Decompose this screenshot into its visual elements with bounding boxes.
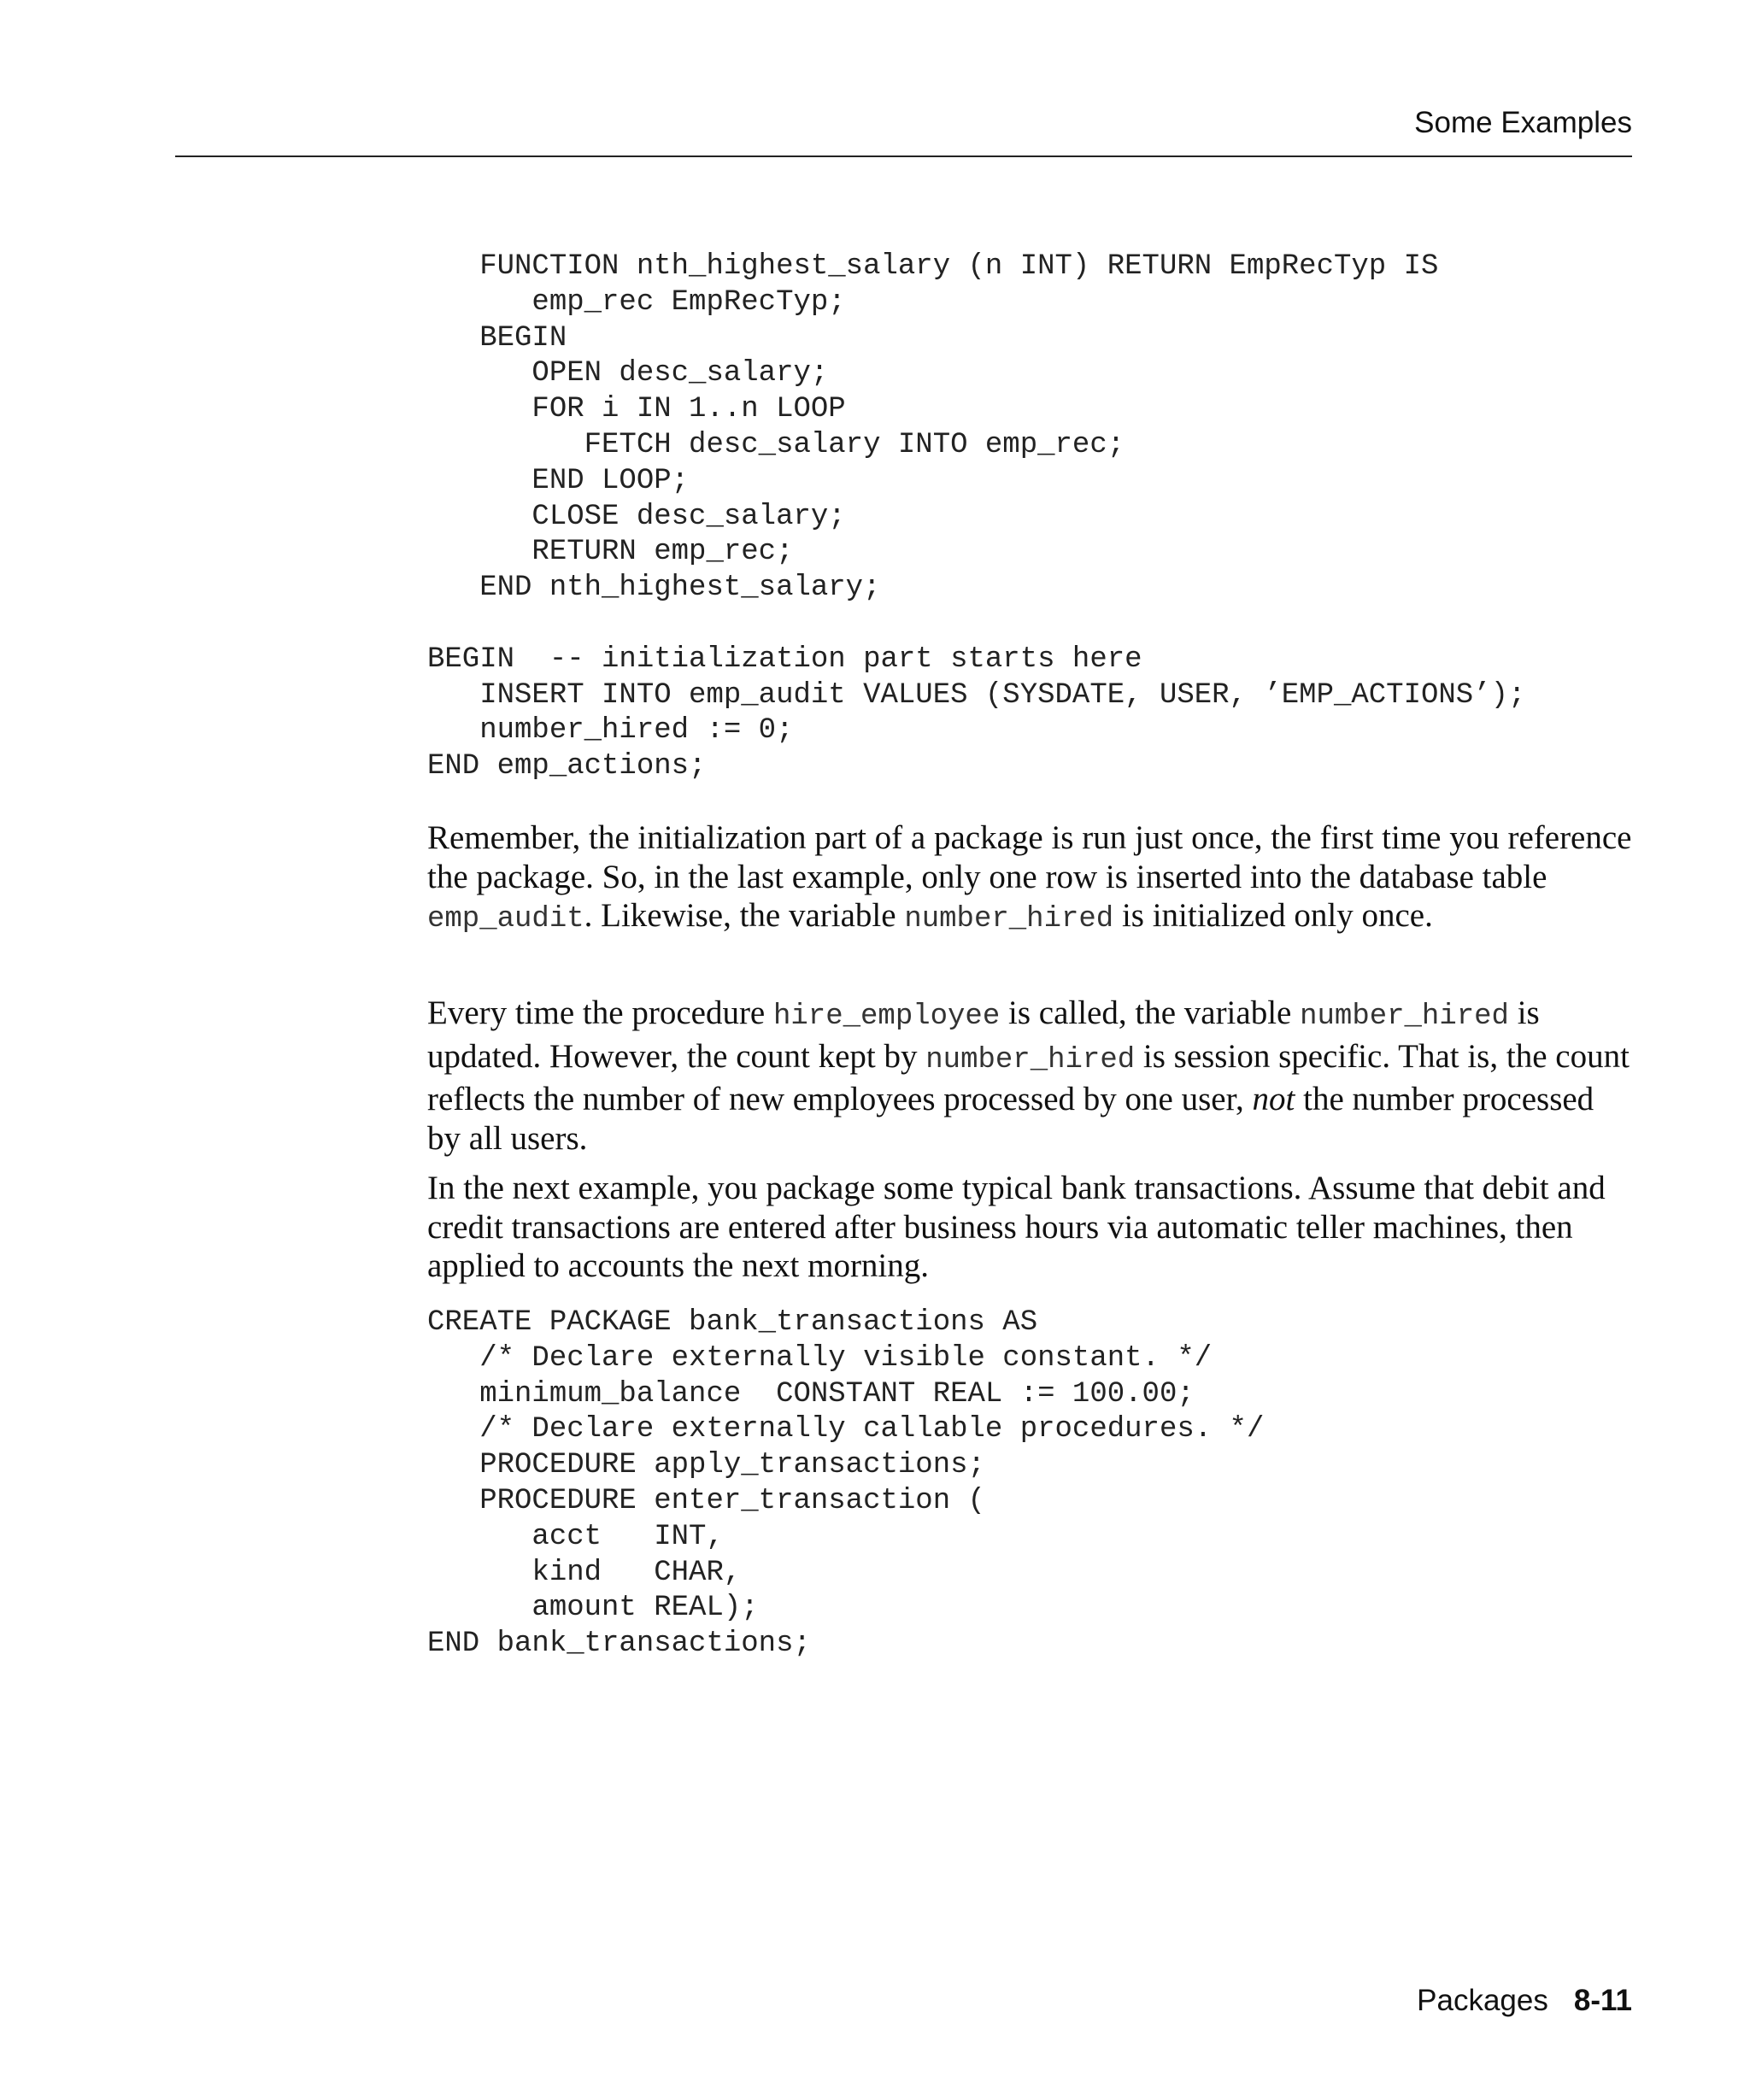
page-number: 8-11	[1573, 1984, 1632, 2017]
paragraph-text: is initialized only once.	[1113, 897, 1433, 934]
paragraph-bank-transactions: In the next example, you package some typical bank transactions. Assume that debit and credit transactions are entered after business hours via automatic teller machines, then applied to accounts the next morning.	[427, 1170, 1606, 1284]
paragraph-text: the number processed by all users.	[427, 1081, 1594, 1157]
paragraph-text: is called, the variable	[1000, 994, 1301, 1031]
footer-chapter-title: Packages	[1417, 1984, 1548, 2017]
page-footer	[1417, 1984, 1632, 2018]
paragraph-text: Every time the procedure	[427, 994, 773, 1031]
emphasis-text: not	[1252, 1081, 1295, 1117]
code-block-bank-transactions: CREATE PACKAGE bank_transactions AS /* Declare externally visible constant. */ minimum_balance CONSTANT REAL := 100.00; /* Declare externally callable procedures. */ PROCEDURE apply_transactions; PROCEDURE enter_transaction ( acct INT, kind CHAR, amount REAL); END bank_transactions;	[427, 1306, 1265, 1661]
inline-code: hire_employee	[773, 1000, 1001, 1033]
inline-code: number_hired	[1300, 1000, 1509, 1033]
paragraph-text: is session specific. That is, the count reflects the number of new employees processed by one user,	[427, 1037, 1630, 1117]
inline-code: number_hired	[904, 903, 1114, 936]
paragraph-text: Remember, the initialization part of a package is run just once, the first time you reference the package. So, in the last example, only one row is inserted into the database table	[427, 819, 1632, 895]
paragraph-text: is updated. However, the count kept by	[427, 994, 1540, 1075]
header-rule	[175, 155, 1632, 157]
paragraph-text: . Likewise, the variable	[584, 897, 905, 934]
inline-code: emp_audit	[427, 903, 584, 936]
paragraph-session-specific	[427, 994, 1632, 1158]
paragraph-initialization	[427, 818, 1632, 940]
inline-code: number_hired	[925, 1043, 1136, 1076]
code-block-nth-highest-salary: FUNCTION nth_highest_salary (n INT) RETURN EmpRecTyp IS emp_rec EmpRecTyp; BEGIN OPEN desc_salary; FOR i IN 1..n LOOP FETCH desc_salary INTO emp_rec; END LOOP; CLOSE desc_salary; RETURN emp_rec; END nth_highest_salary; BEGIN -- initialization part starts here INSERT INTO emp_audit VALUES (SYSDATE, USER, ’EMP_ACTIONS’); number_hired := 0; END emp_actions;	[427, 250, 1526, 783]
running-head-section-title: Some Examples	[1414, 106, 1632, 139]
